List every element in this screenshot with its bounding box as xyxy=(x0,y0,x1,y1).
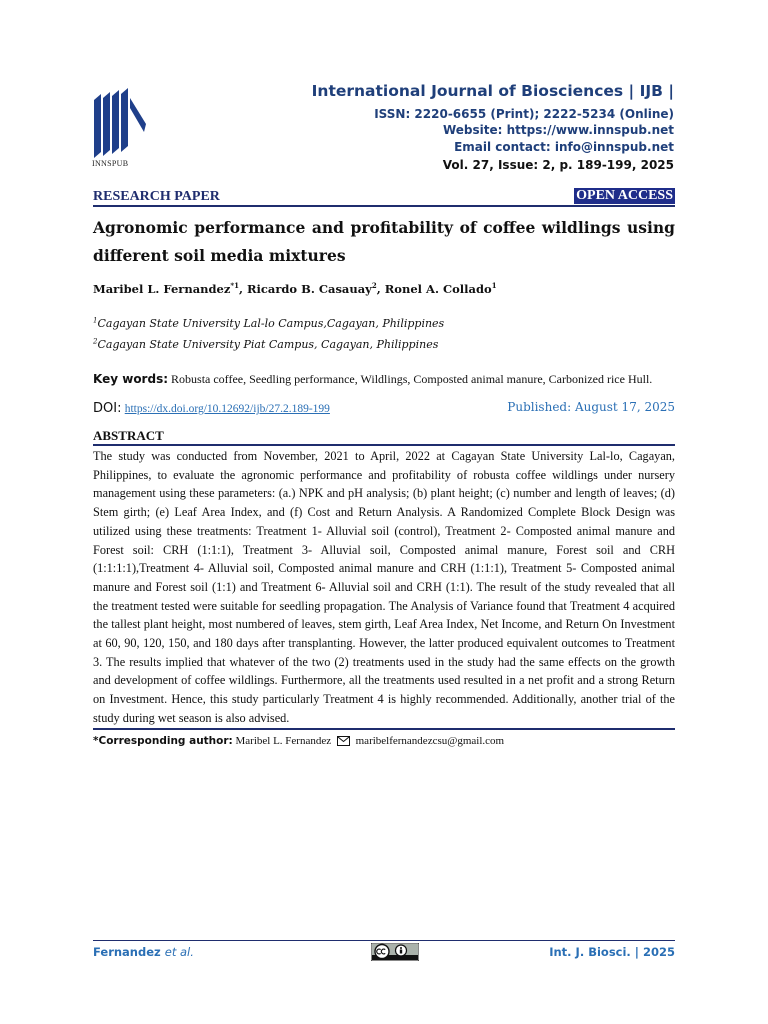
footer-journal: Int. J. Biosci. | 2025 xyxy=(549,945,675,959)
keywords xyxy=(93,372,683,387)
footer-rule xyxy=(93,940,675,941)
innspub-logo xyxy=(92,88,148,168)
published-date: Published: August 17, 2025 xyxy=(507,400,675,414)
corresponding-label: *Corresponding author: xyxy=(93,735,233,747)
mail-icon xyxy=(337,736,350,746)
abstract-rule-top xyxy=(93,444,675,446)
author-mark: 2 xyxy=(371,281,377,291)
affiliation-mark: 1 xyxy=(93,316,98,325)
article-type-label: RESEARCH PAPER xyxy=(93,189,220,204)
website-line[interactable]: Website: https://www.innspub.net xyxy=(442,123,674,137)
author-list: Maribel L. Fernandez$^{*1}$, Ricardo B. Casauay$^2$, Ronel A. Collado$^1$ xyxy=(93,281,497,296)
issn-line: ISSN: 2220-6655 (Print); 2222-5234 (Online) xyxy=(374,107,674,121)
logo-label: INNSPUB xyxy=(92,159,129,168)
corresponding-email[interactable]: maribelfernandezcsu@gmail.com xyxy=(355,735,505,747)
cc-by-icon[interactable] xyxy=(371,943,419,961)
doi-label: DOI: xyxy=(93,401,122,416)
footer-et-al: et al. xyxy=(164,945,194,959)
abstract-body: The study was conducted from November, 2021 to April, 2022 at Cagayan State University Lal-lo, Cagayan, Philippines, to evaluate the agronomic performance and profitability of robusta coffee wildlings under nursery management using these parameters: (a.) NPK and pH analysis; (b) plant height; (c) number and length of leaves; (d) Stem girth; (e) Leaf Area Index, and (f) Cost and Return Analysis. A Randomized Complete Block Design was utilized using these treatments: Treatment 1- Alluvial soil (control), Treatment 2- Composted animal manure and Forest soil: CRH (1:1:1), Treatment 3- Alluvial soil, Composted animal manure, Forest soil and CRH (1:1:1:1),Treatment 4- Alluvial soil, Composted animal manure and CRH (1:1:1), Treatment 5- Composted animal manure and Forest soil (1:1) and Treatment 6- Alluvial soil and CRH (1:1). The result of the study revealed that all the treatment tested were suitable for seedling propagation. The Analysis of Variance found that Treatment 4 acquired the tallest plant height, most numbered of leaves, stem girth, Leaf Area Index, Net Income, and Return On Investment at 60, 90, 120, 150, and 180 days after transplanting. However, the latter produced equivalent outcomes to Treatment 3. The results implied that whatever of the two (2) treatments used in the study had the same effects on the growth and development of coffee wildlings. Furthermore, all the treatments used resulted in a net profit and a strong Return on Investment. Hence, this study particularly Treatment 4 is highly recommended. Additionally, another trial of the study during wet season is also advised. xyxy=(93,449,675,725)
open-access-badge: OPEN ACCESS xyxy=(576,188,673,203)
volume-issue: Vol. 27, Issue: 2, p. 189-199, 2025 xyxy=(442,158,674,172)
journal-title: International Journal of Biosciences | IJB | xyxy=(311,82,674,100)
affiliation xyxy=(93,317,444,330)
affiliation-text: Cagayan State University Piat Campus, Cagayan, Philippines xyxy=(97,338,439,351)
doi-row xyxy=(93,400,675,416)
keywords-label: Key words: xyxy=(93,372,169,386)
abstract-heading: ABSTRACT xyxy=(93,428,164,443)
email-line[interactable]: Email contact: info@innspub.net xyxy=(454,140,674,154)
corresponding-author xyxy=(93,735,504,747)
affiliation-mark: 2 xyxy=(93,337,98,346)
author-name: Ricardo B. Casauay xyxy=(246,282,372,296)
author-name: Ronel A. Collado xyxy=(384,282,492,296)
affiliation xyxy=(93,338,438,351)
affiliation-text: Cagayan State University Lal-lo Campus,Cagayan, Philippines xyxy=(97,317,445,330)
author-mark: *1 xyxy=(230,281,239,291)
author-name: Maribel L. Fernandez xyxy=(93,282,231,296)
doi-link[interactable]: https://dx.doi.org/10.12692/ijb/27.2.189-199 xyxy=(124,403,330,415)
footer-author xyxy=(93,945,194,959)
keywords-text: Robusta coffee, Seedling performance, Wildlings, Composted animal manure, Carbonized rice Hull. xyxy=(171,372,653,386)
author-mark: 1 xyxy=(491,281,497,291)
corresponding-name: Maribel L. Fernandez xyxy=(235,735,332,747)
footer-author-name: Fernandez xyxy=(93,945,161,959)
article-title: Agronomic performance and profitability of coffee wildlings using different soil media mixtures xyxy=(93,218,675,265)
abstract-rule-bottom xyxy=(93,728,675,730)
header-rule xyxy=(93,205,675,207)
